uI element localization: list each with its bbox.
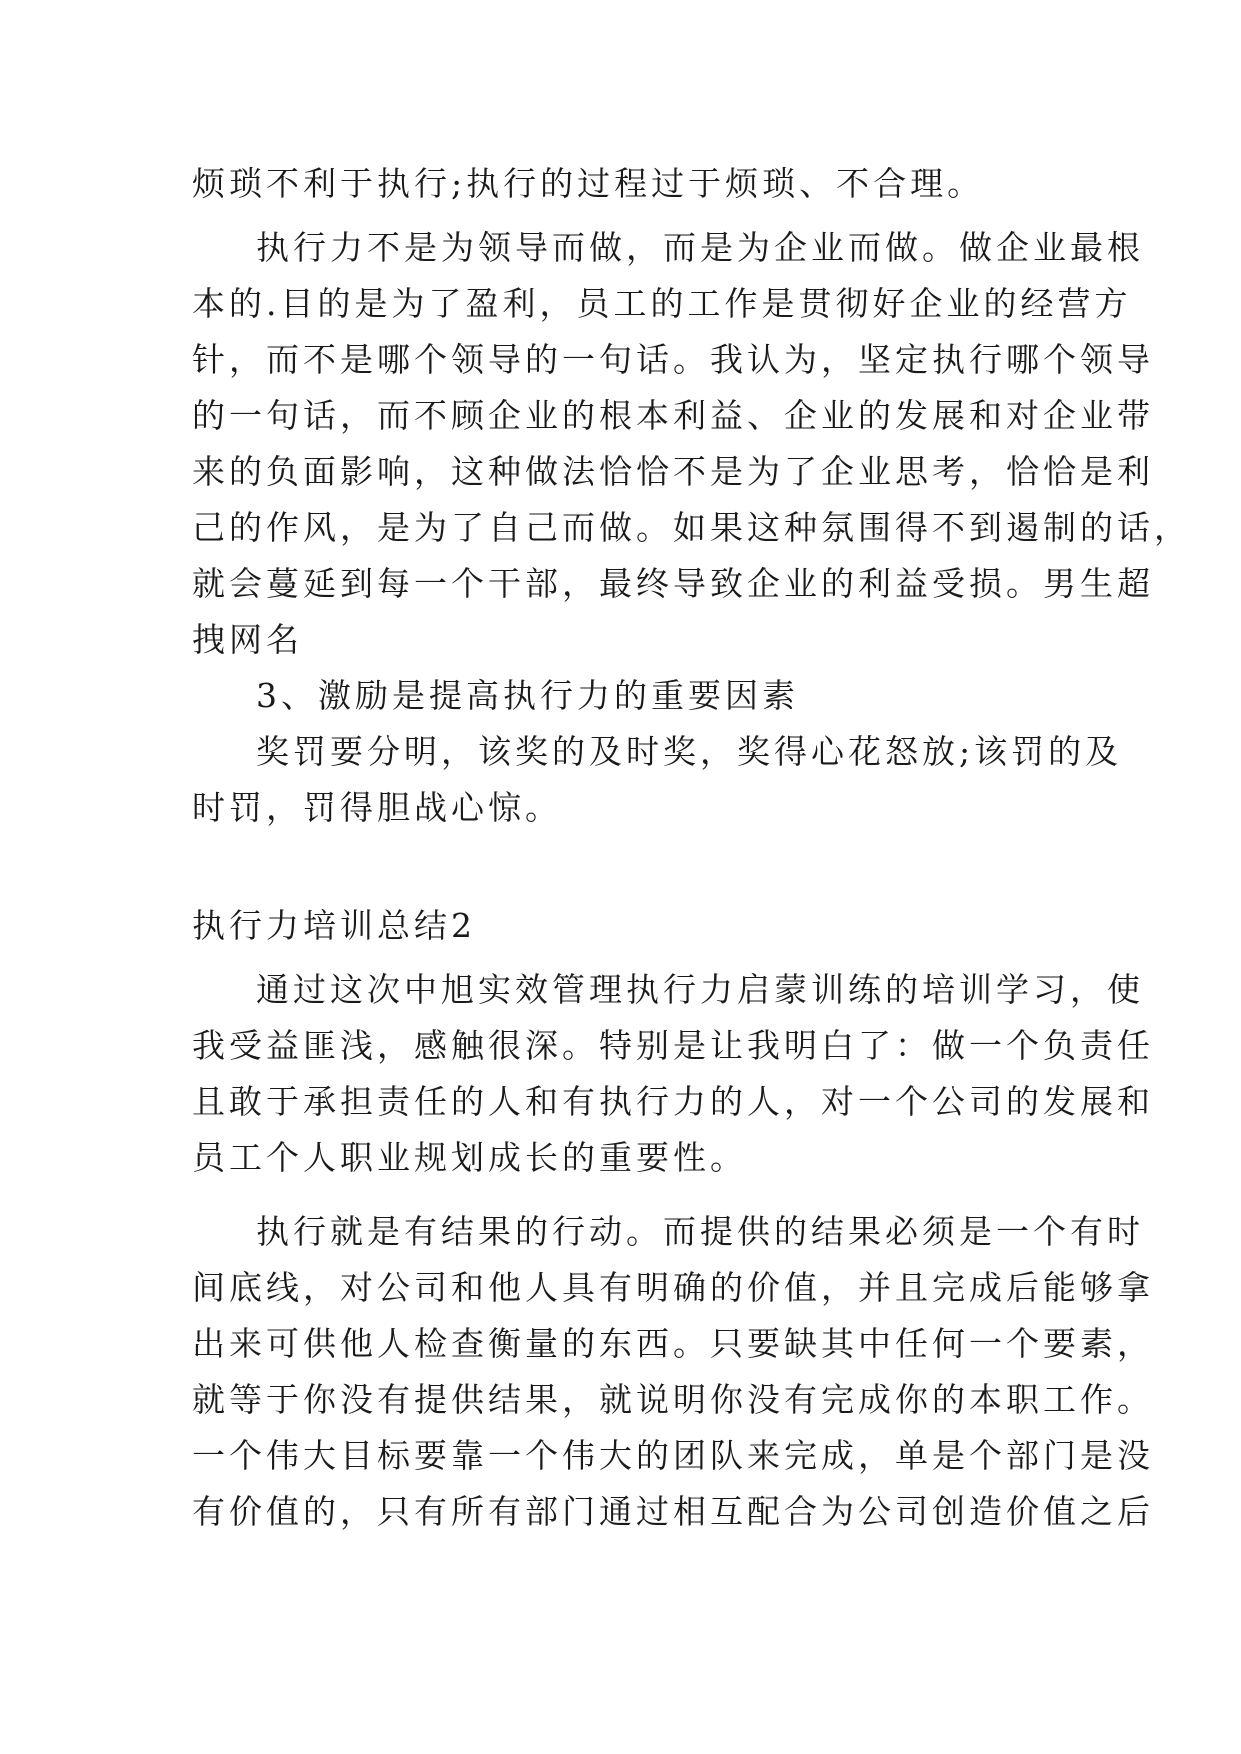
paragraph-line: 执行力不是为领导而做，而是为企业而做。做企业最根: [256, 228, 1144, 267]
text-line: 本的.目的是为了盈利，员工的工作是贯彻好企业的经营方: [192, 284, 1132, 323]
text-line: 间底线，对公司和他人具有明确的价值，并且完成后能够拿: [192, 1268, 1154, 1307]
text-line: 拽网名: [192, 620, 303, 659]
paragraph-line: 通过这次中旭实效管理执行力启蒙训练的培训学习，使: [256, 970, 1144, 1009]
text-line: 己的作风，是为了自己而做。如果这种氛围得不到遏制的话，: [192, 508, 1191, 547]
text-line: 针，而不是哪个领导的一句话。我认为，坚定执行哪个领导: [192, 340, 1154, 379]
text-line: 烦琐不利于执行;执行的过程过于烦琐、不合理。: [192, 164, 985, 203]
paragraph-line: 执行就是有结果的行动。而提供的结果必须是一个有时: [256, 1212, 1144, 1251]
text-line: 就等于你没有提供结果，就说明你没有完成你的本职工作。: [192, 1380, 1154, 1419]
text-line: 我受益匪浅，感触很深。特别是让我明白了：做一个负责任: [192, 1026, 1154, 1065]
text-line: 有价值的，只有所有部门通过相互配合为公司创造价值之后: [192, 1492, 1154, 1531]
text-line: 的一句话，而不顾企业的根本利益、企业的发展和对企业带: [192, 396, 1154, 435]
paragraph-line: 奖罚要分明，该奖的及时奖，奖得心花怒放;该罚的及: [256, 732, 1123, 771]
text-line: 员工个人职业规划成长的重要性。: [192, 1138, 747, 1177]
text-line: 一个伟大目标要靠一个伟大的团队来完成，单是个部门是没: [192, 1436, 1154, 1475]
text-line: 出来可供他人检查衡量的东西。只要缺其中任何一个要素，: [192, 1324, 1154, 1363]
text-line: 时罚，罚得胆战心惊。: [192, 788, 562, 827]
section-title: 执行力培训总结2: [192, 906, 476, 945]
text-line: 就会蔓延到每一个干部，最终导致企业的利益受损。男生超: [192, 564, 1154, 603]
text-line: 来的负面影响，这种做法恰恰不是为了企业思考，恰恰是利: [192, 452, 1154, 491]
text-line: 且敢于承担责任的人和有执行力的人，对一个公司的发展和: [192, 1082, 1154, 1121]
list-heading: 3、激励是提高执行力的重要因素: [256, 676, 799, 715]
